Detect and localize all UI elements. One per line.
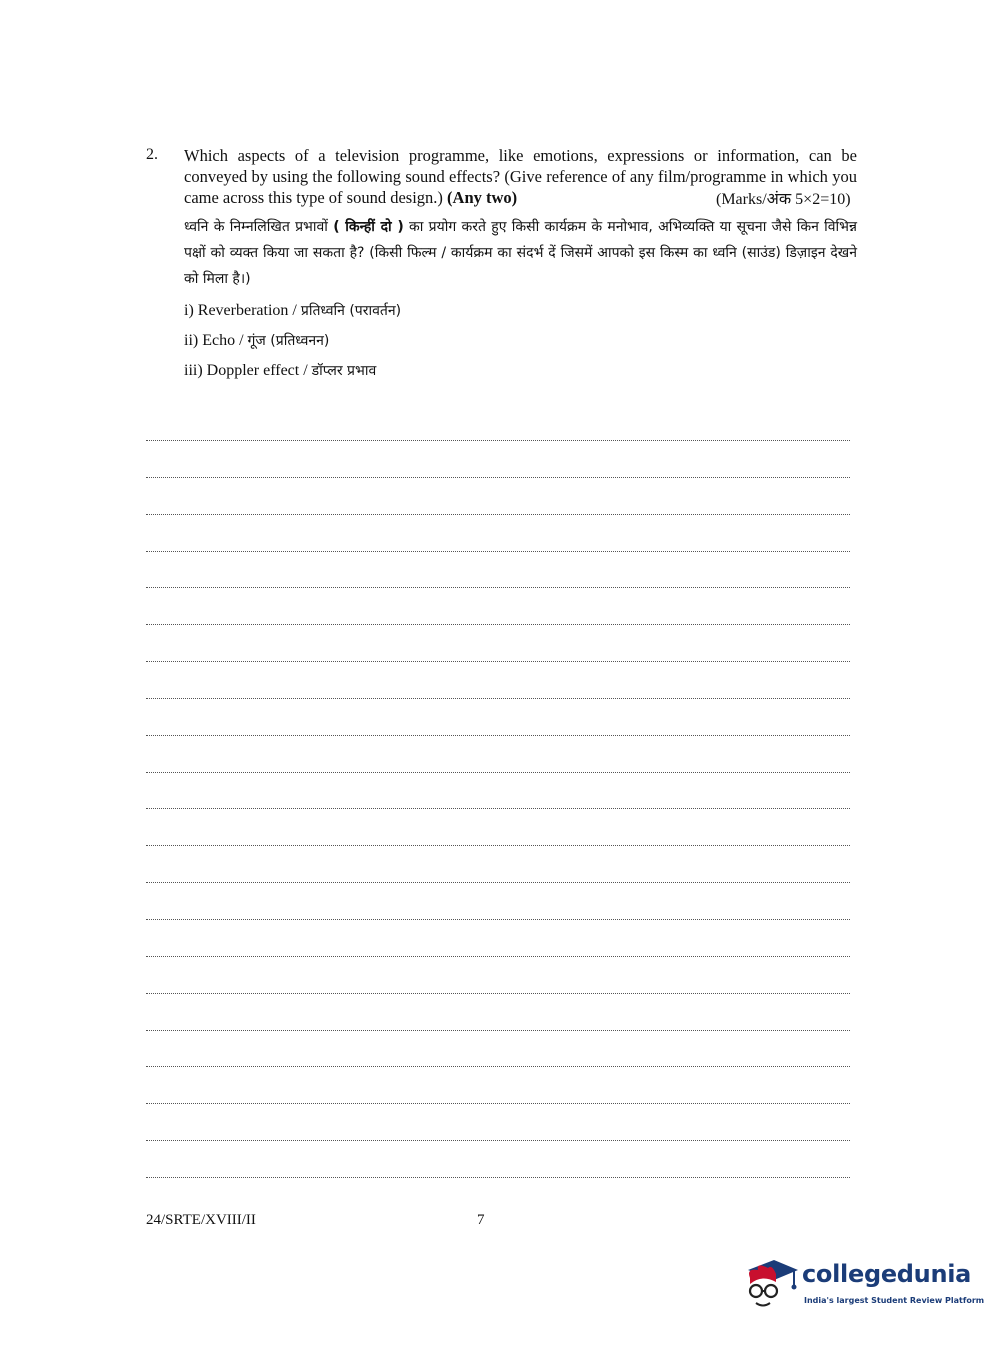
option-item <box>184 329 401 359</box>
answer-line[interactable] <box>146 616 850 625</box>
answer-line[interactable] <box>146 579 850 588</box>
mascot-icon <box>742 1250 800 1310</box>
answer-line[interactable] <box>146 727 850 736</box>
option-label: i) <box>184 302 194 319</box>
option-hindi: गूंज (प्रतिध्वनन) <box>247 333 330 349</box>
question-hindi-after: का प्रयोग करते हुए किसी कार्यक्रम के मनोभाव, अभिव्यक्ति या सूचना जैसे किन विभिन्न पक्षों को व्यक्त किया जा सकता है? (किसी फिल्म / कार्यक्रम का संदर्भ दें जिसमें आपको इस किस्म का ध्वनि (साउंड) डिज़ाइन देखने को मिला है।) <box>184 219 858 287</box>
answer-line[interactable] <box>146 690 850 699</box>
page-number: 7 <box>477 1212 485 1228</box>
answer-line[interactable] <box>146 985 850 994</box>
question-hindi-before: ध्वनि के निम्नलिखित प्रभावों <box>184 219 334 235</box>
question-english-emphasis: (Any two) <box>447 188 518 207</box>
question-number: 2. <box>146 146 158 163</box>
paper-code: 24/SRTE/XVIII/II <box>146 1212 256 1228</box>
answer-line[interactable] <box>146 543 850 552</box>
answer-line[interactable] <box>146 800 850 809</box>
options-list <box>184 299 401 389</box>
answer-line[interactable] <box>146 1132 850 1141</box>
answer-line[interactable] <box>146 1058 850 1067</box>
option-label: iii) <box>184 362 203 379</box>
answer-line[interactable] <box>146 469 850 478</box>
option-item <box>184 299 401 329</box>
marks-label: (Marks/अंक 5×2=10) <box>716 191 851 208</box>
answer-line[interactable] <box>146 764 850 773</box>
answer-line[interactable] <box>146 1022 850 1031</box>
option-english: Reverberation / <box>197 302 297 319</box>
option-english: Echo / <box>202 332 244 349</box>
option-label: ii) <box>184 332 199 349</box>
option-hindi: प्रतिध्वनि (परावर्तन) <box>300 303 402 319</box>
answer-line[interactable] <box>146 432 850 441</box>
question-text-hindi <box>184 214 857 292</box>
answer-line[interactable] <box>146 1095 850 1104</box>
answer-line[interactable] <box>146 1169 850 1178</box>
option-hindi: डॉप्लर प्रभाव <box>311 363 377 379</box>
option-english: Doppler effect / <box>206 362 308 379</box>
question-english-body: Which aspects of a television programme, like emotions, expressions or information, can be conveyed by using the following sound effects? (Give reference of any film/programme in which you came across this type of sound design.) <box>184 146 857 207</box>
answer-area[interactable] <box>146 432 850 1206</box>
answer-line[interactable] <box>146 653 850 662</box>
answer-line[interactable] <box>146 874 850 883</box>
answer-line[interactable] <box>146 948 850 957</box>
answer-line[interactable] <box>146 837 850 846</box>
brand-tagline: India's largest Student Review Platform <box>804 1296 985 1305</box>
collegedunia-watermark <box>742 1250 985 1310</box>
answer-line[interactable] <box>146 911 850 920</box>
question-hindi-emphasis: ( किन्हीं दो ) <box>333 219 404 235</box>
answer-line[interactable] <box>146 506 850 515</box>
option-item <box>184 359 401 389</box>
brand-name: collegedunia <box>802 1260 972 1288</box>
